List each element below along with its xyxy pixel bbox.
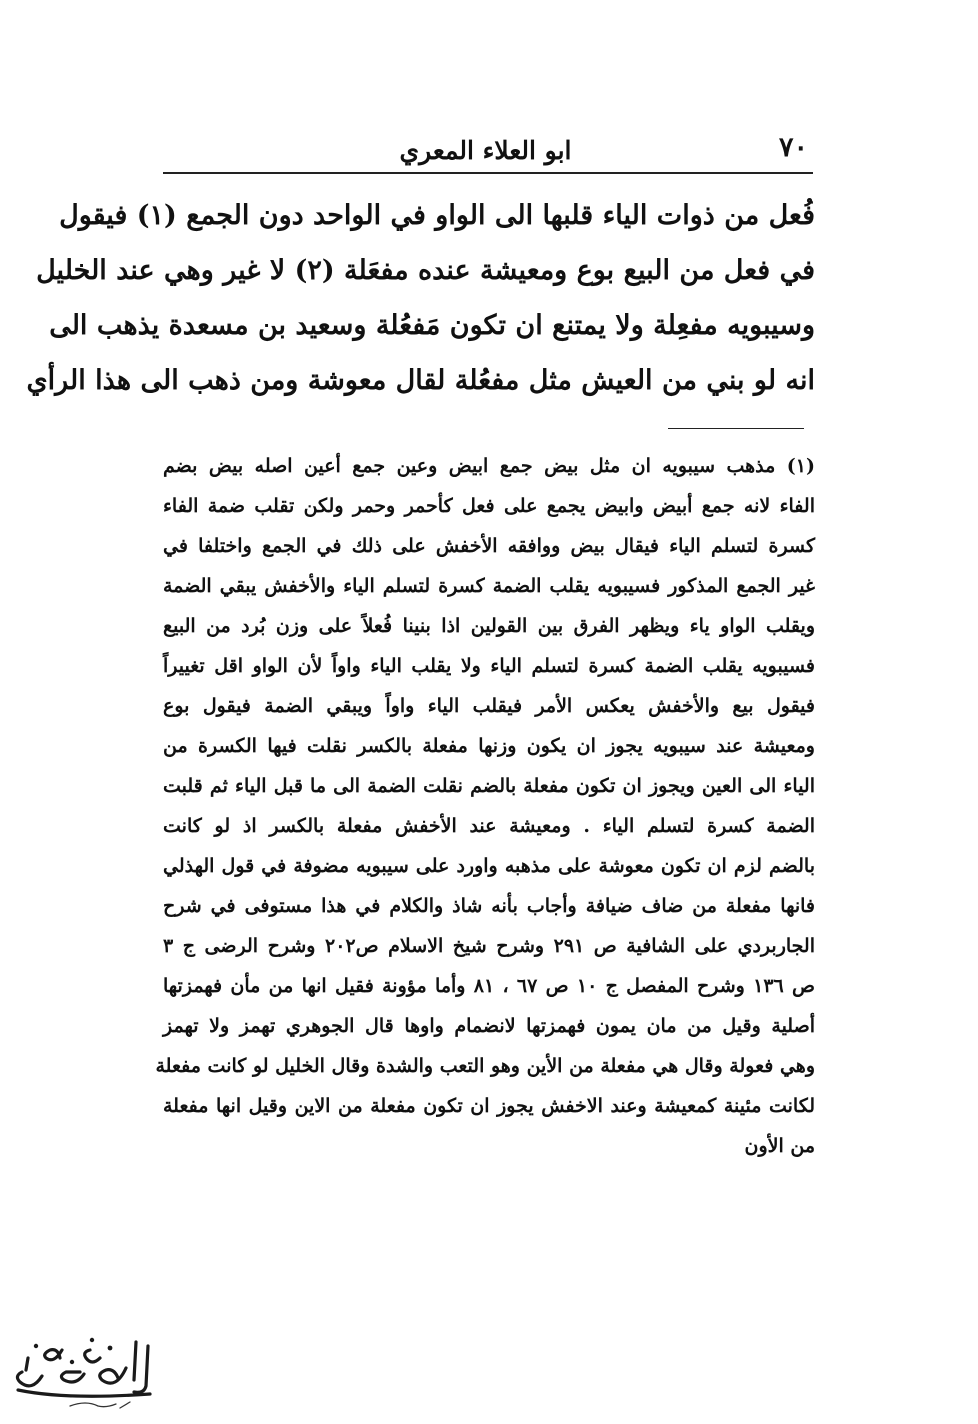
header-rule [163, 172, 813, 174]
footnote-line: من الأون [744, 1135, 815, 1157]
footnote-line: فسيبويه يقلب الضمة كسرة لتسلم الياء ولا يقلب الياء واواً لأن الواو اقل تغييراً [163, 655, 815, 677]
footnote-line: الجاربردي على الشافية ص ٢٩١ وشرح شيخ الاسلام ص٢٠٢ وشرح الرضى ج ٣ [163, 935, 816, 957]
footnote-line: الضمة كسرة لتسلم الياء . ومعيشة عند الأخفش مفعلة بالكسر اذ لو كانت [163, 815, 815, 837]
footnote-line: فانها مفعلة من ضاف ضيافة وأجاب بأنه شاذ والكلام في هذا مستوفى في شرح [163, 895, 815, 917]
footnote-line: ويقلب الواو ياء ويظهر الفرق بين القولين اذا بنينا فُعلاً على وزن بُرد من البيع [163, 615, 815, 637]
footnote-line: كسرة لتسلم الياء فيقال بيض ووافقه الأخفش على ذلك في الجمع واختلفا في [163, 535, 815, 557]
footnote-line: فيقول بيع والأخفش يعكس الأمر فيقلب الياء واواً ويبقي الضمة فيقول بوع [163, 695, 815, 717]
library-stamp-logo [6, 1328, 156, 1412]
running-title: ابو العلاء المعري [399, 136, 572, 165]
footnotes-block [155, 446, 816, 1166]
main-text-line: فُعل من ذوات الياء قلبها الى الواو في الواحد دون الجمع (١) فيقول [59, 200, 815, 231]
main-text-line: وسيبويه مفعِلة ولا يمتنع ان تكون مَفعُلة وسعيد بن مسعدة يذهب الى [49, 310, 815, 341]
main-text-line: انه لو بني من العيش مثل مفعُلة لقال معوشة ومن ذهب الى هذا الرأي [26, 365, 815, 396]
footnote-line: غير الجمع المذكور فسيبويه يقلب الضمة كسرة لتسلم الياء والأخفش يبقي الضمة [163, 575, 815, 597]
footnote-separator [668, 428, 804, 429]
footnote-line: لكانت مئينة كمعيشة وعند الاخفش يجوز ان تكون مفعلة من الاين وقيل انها مفعلة [163, 1095, 815, 1117]
page-header [163, 128, 808, 174]
footnote-line: وهي فعولة وقال هي مفعلة من الأين وهو التعب والشدة وقال الخليل لو كانت مفعلة [155, 1055, 815, 1077]
main-text-block [26, 188, 815, 408]
footnote-line: الفاء لانه جمع أبيض وابيض يجمع على فعل كأحمر وحمر ولكن تقلب ضمة الفاء [163, 495, 815, 517]
footnote-line: الياء الى العين ويجوز ان تكون مفعلة بالضم نقلت الضمة الى ما قبل الياء ثم قلبت [163, 775, 815, 797]
stamp-calligraphy-icon [6, 1328, 156, 1412]
main-text-line: في فعل من البيع بوع ومعيشة عنده مفعَلة (٢) لا غير وهي عند الخليل [36, 255, 815, 286]
footnote-line: بالضم لزم ان تكون معوشة على مذهبه واورد على سيبويه مضوفة في قول الهذلي [163, 855, 815, 877]
page-number: ٧٠ [778, 132, 808, 163]
footnote-line: ومعيشة عند سيبويه يجوز ان يكون وزنها مفعلة بالكسر نقلت فيها الكسرة من [163, 735, 815, 757]
footnote-line: (١) مذهب سيبويه ان مثل بيض جمع ابيض وعين جمع أعين اصله بيض بضم [163, 455, 815, 477]
footnote-line: ص ١٣٦ وشرح المفصل ج ١٠ ص ٦٧ ، ٨١ وأما مؤونة فقيل انها من مأن فهمزتها [163, 975, 815, 997]
footnote-line: أصلية وقيل من مان يمون فهمزتها لانضمام واوها قال الجوهري تهمز ولا تهمز [163, 1015, 815, 1037]
